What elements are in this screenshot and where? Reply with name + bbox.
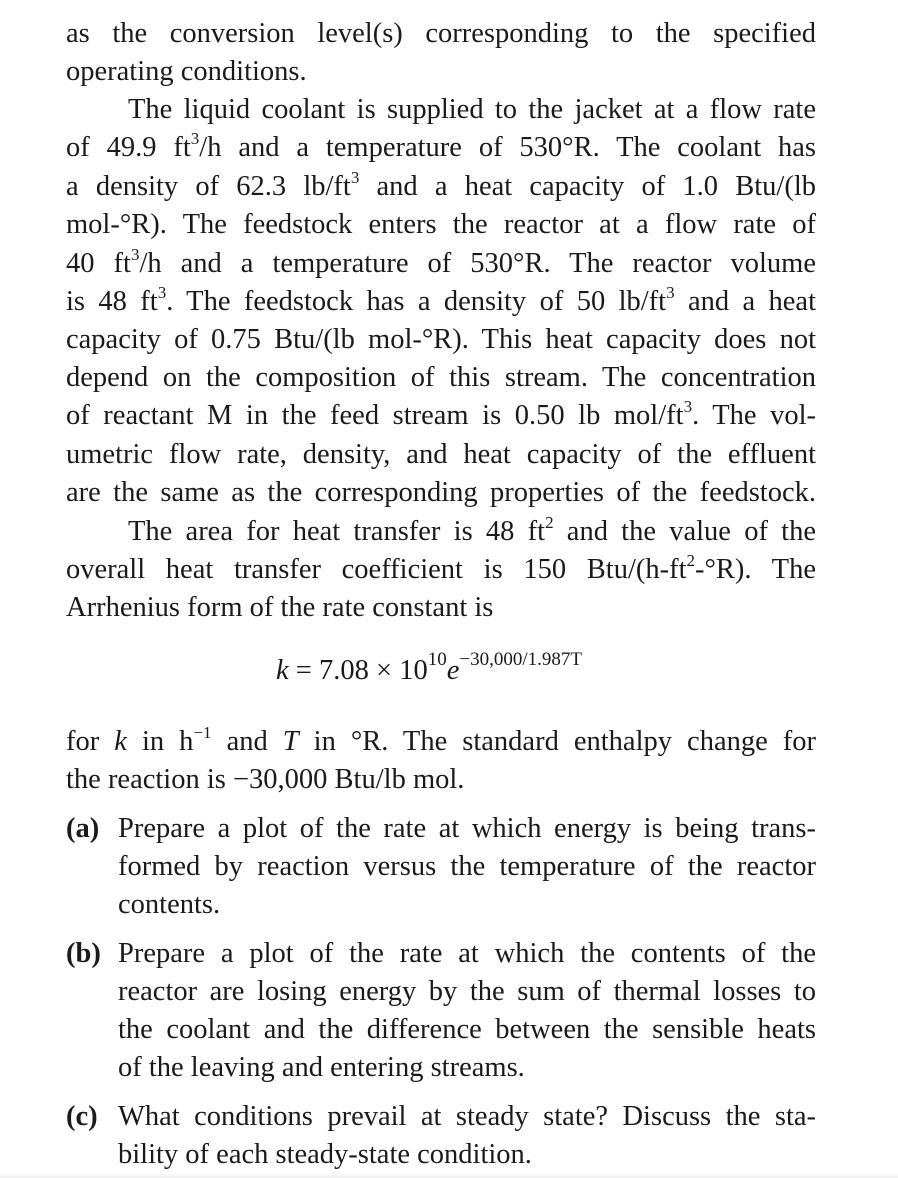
question-a-label: (a) — [66, 813, 100, 844]
question-c-line-1: What conditions prevail at steady state? Discuss the sta- — [118, 1101, 816, 1132]
coolant-line-4: mol-°R). The feedstock enters the reactor at a flow rate of — [66, 209, 816, 240]
question-b-line-3: the coolant and the difference between the sensible heats — [118, 1014, 816, 1045]
heat-line-2: overall heat transfer coefficient is 150 Btu/$(h-ft^2-^\circ R)$. The — [66, 551, 816, 585]
coolant-line-11: are the same as the corresponding properties of the feedstock. — [66, 477, 816, 508]
coolant-line-2: of 49.9 $ft^3/h$ and a temperature of 530°R. The coolant has — [66, 129, 817, 163]
coolant-line-9: of reactant M in the feed stream is 0.50 lb mol/$ft^3$. The vol- — [66, 397, 817, 431]
coolant-line-8: depend on the composition of this stream. The concentration — [66, 362, 816, 393]
heat-line-1: The area for heat transfer is 48 $ft^2$ and the value of the — [128, 513, 816, 547]
rate-constant-equation: $k = 7.08 \times 10^{10}e^{-30,000/1.987T}$ — [276, 649, 582, 686]
coolant-line-10: umetric flow rate, density, and heat capacity of the effluent — [66, 439, 816, 470]
coolant-line-7: capacity of 0.75 Btu/(lb mol-°R). This heat capacity does not — [66, 324, 816, 355]
question-c-line-2: bility of each steady-state condition. — [118, 1139, 532, 1170]
question-b-label: (b) — [66, 938, 101, 969]
intro-line-2: operating conditions. — [66, 56, 307, 87]
question-b-line-4: of the leaving and entering streams. — [118, 1052, 525, 1083]
coolant-line-1: The liquid coolant is supplied to the jacket at a flow rate — [128, 94, 816, 125]
units-line-2: the reaction is −30,000 Btu/lb mol. — [66, 764, 465, 795]
coolant-line-5: 40 $ft^3/h$ and a temperature of 530°R. The reactor volume — [66, 245, 817, 279]
question-a-line-3: contents. — [118, 889, 221, 920]
question-b-line-1: Prepare a plot of the rate at which the contents of the — [118, 938, 816, 969]
heat-line-3: Arrhenius form of the rate constant is — [66, 592, 494, 623]
coolant-line-6: is 48 $ft^3$. The feedstock has a density of 50 $lb/ft^3$ and a heat — [66, 283, 816, 317]
bottom-edge-shadow — [0, 1172, 898, 1178]
question-a-line-2: formed by reaction versus the temperature of the reactor — [118, 851, 816, 882]
question-b-line-2: reactor are losing energy by the sum of thermal losses to — [118, 976, 816, 1007]
question-a-line-1: Prepare a plot of the rate at which energy is being trans- — [118, 813, 816, 844]
units-line-1: for k in $h^{-1}$ and T in °R. The standard enthalpy change for — [66, 723, 817, 757]
coolant-line-3: a density of 62.3 $lb/ft^3$ and a heat capacity of 1.0 Btu/(lb — [66, 168, 816, 202]
question-c-label: (c) — [66, 1101, 98, 1132]
intro-line-1: as the conversion level(s) corresponding to the specified — [66, 18, 816, 49]
